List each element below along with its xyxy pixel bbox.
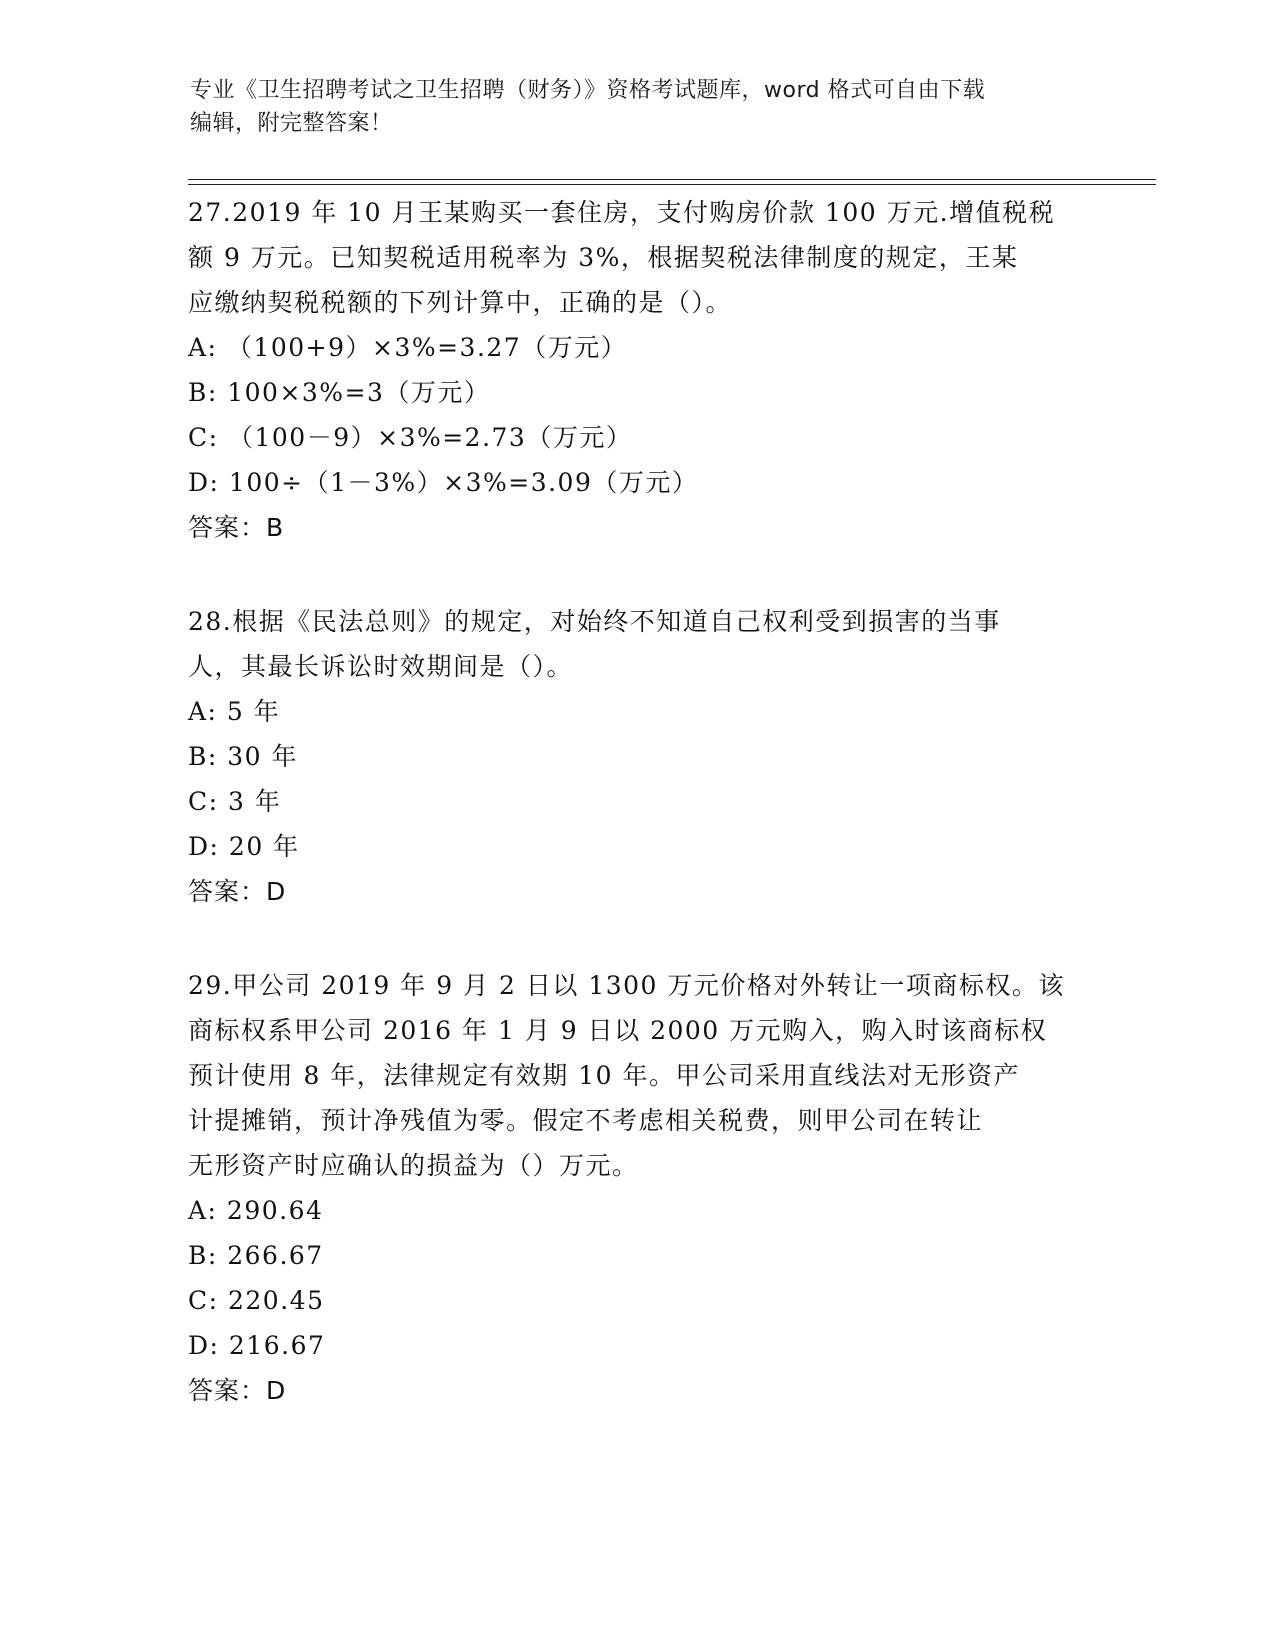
option-c: C: （100－9）×3%=2.73（万元） xyxy=(188,423,633,452)
answer-label: 答案：D xyxy=(188,1376,287,1405)
question-stem-line: 应缴纳契税税额的下列计算中，正确的是（）。 xyxy=(188,288,733,317)
document-header xyxy=(190,74,1090,140)
option-d: D: 216.67 xyxy=(188,1331,326,1360)
option-a: A: 290.64 xyxy=(188,1196,324,1225)
question-stem-line: 28.根据《民法总则》的规定，对始终不知道自己权利受到损害的当事 xyxy=(188,607,1001,636)
option-b: B: 100×3%=3（万元） xyxy=(188,378,491,407)
option-a: A: 5 年 xyxy=(188,697,281,726)
option-c: C: 220.45 xyxy=(188,1286,325,1315)
question-stem-line: 人，其最长诉讼时效期间是（）。 xyxy=(188,652,574,681)
header-divider-top xyxy=(188,179,1156,180)
question-28 xyxy=(188,599,1088,914)
question-stem-line: 计提摊销，预计净残值为零。假定不考虑相关税费，则甲公司在转让 xyxy=(188,1106,984,1135)
question-27 xyxy=(188,190,1088,550)
header-line-2: 编辑，附完整答案！ xyxy=(190,111,393,136)
question-stem-line: 预计使用 8 年，法律规定有效期 10 年。甲公司采用直线法对无形资产 xyxy=(188,1061,1021,1090)
header-line-1: 专业《卫生招聘考试之卫生招聘（财务）》资格考试题库，word 格式可自由下载 xyxy=(190,78,986,103)
question-stem-line: 额 9 万元。已知契税适用税率为 3%，根据契税法律制度的规定，王某 xyxy=(188,243,1019,272)
question-stem-line: 29.甲公司 2019 年 9 月 2 日以 1300 万元价格对外转让一项商标权。该 xyxy=(188,971,1065,1000)
option-b: B: 266.67 xyxy=(188,1241,324,1270)
answer-label: 答案：B xyxy=(188,513,285,542)
option-d: D: 20 年 xyxy=(188,832,300,861)
option-d: D: 100÷（1－3%）×3%=3.09（万元） xyxy=(188,468,699,497)
header-divider-bottom xyxy=(188,184,1156,185)
question-stem-line: 商标权系甲公司 2016 年 1 月 9 日以 2000 万元购入，购入时该商标权 xyxy=(188,1016,1048,1045)
answer-label: 答案：D xyxy=(188,877,287,906)
option-b: B: 30 年 xyxy=(188,742,298,771)
question-stem-line: 无形资产时应确认的损益为（）万元。 xyxy=(188,1151,639,1180)
question-stem-line: 27.2019 年 10 月王某购买一套住房，支付购房价款 100 万元.增值税税 xyxy=(188,198,1056,227)
option-a: A: （100+9）×3%=3.27（万元） xyxy=(188,333,628,362)
question-29 xyxy=(188,963,1088,1413)
option-c: C: 3 年 xyxy=(188,787,282,816)
